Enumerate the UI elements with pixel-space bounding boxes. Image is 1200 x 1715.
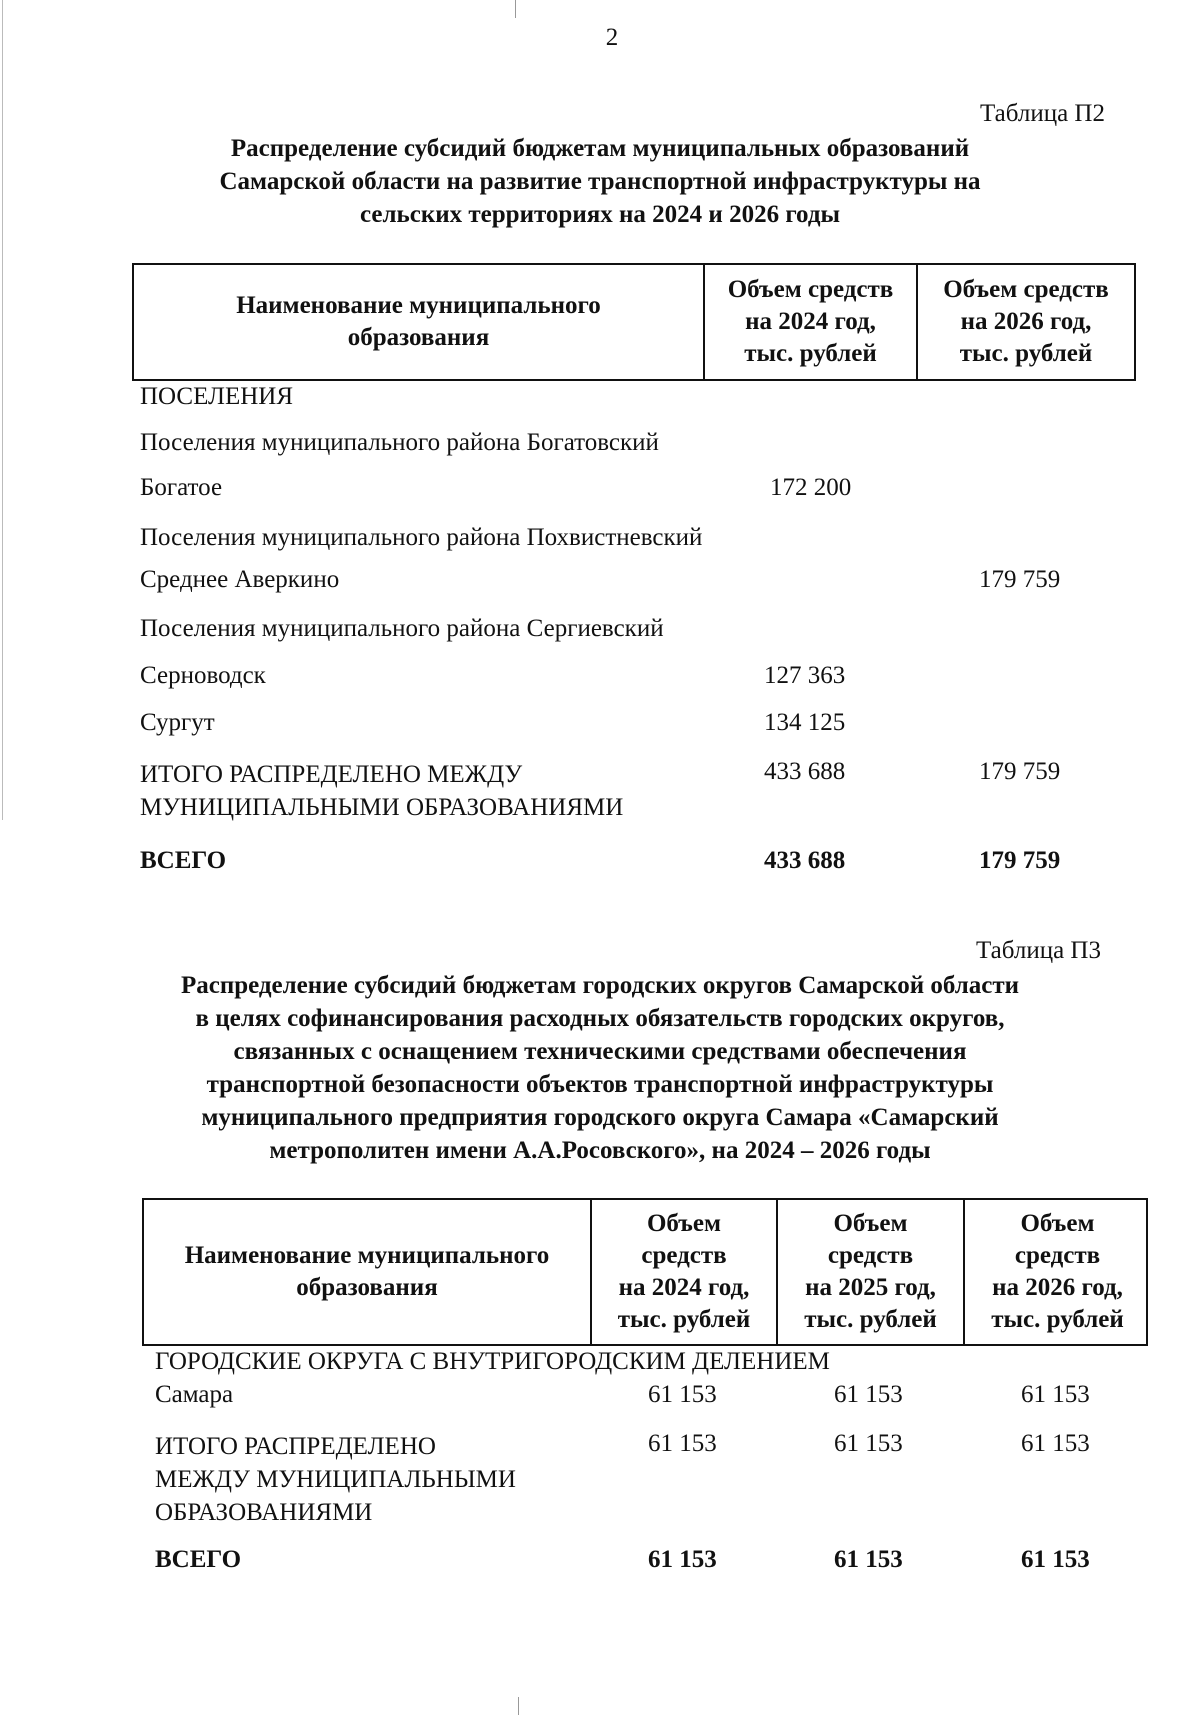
table-p3-title-line: связанных с оснащением техническими средствами обеспечения [233, 1038, 967, 1065]
header-text: на 2026 год, [960, 308, 1092, 335]
table-p2-grand-total-2024: 433 688 [764, 847, 846, 874]
table-p3-row-value-2024: 61 153 [648, 1381, 717, 1408]
table-p2-grand-total-name: ВСЕГО [140, 847, 227, 874]
table-p3-grand-total-name: ВСЕГО [155, 1546, 242, 1573]
header-text: Наименование муниципального [236, 292, 601, 319]
header-text: средств [1014, 1242, 1101, 1269]
table-p3-total-value-2024: 61 153 [648, 1430, 717, 1457]
table-p3-grand-total-2025: 61 153 [834, 1546, 903, 1573]
header-text: Объем средств [727, 276, 894, 303]
header-text: тыс. рублей [804, 1306, 937, 1333]
header-text: Наименование муниципального [184, 1242, 550, 1269]
header-text: тыс. рублей [744, 340, 877, 367]
header-text: образования [347, 324, 490, 351]
total-name-line: МУНИЦИПАЛЬНЫМИ ОБРАЗОВАНИЯМИ [140, 794, 624, 821]
table-p3-row-value-2026: 61 153 [1021, 1381, 1090, 1408]
table-p3-title-line: Распределение субсидий бюджетам городских округов Самарской области [180, 972, 1020, 999]
table-p2-total-value-2024: 433 688 [764, 758, 846, 785]
header-text: тыс. рублей [617, 1306, 751, 1333]
table-p3-section: ГОРОДСКИЕ ОКРУГА С ВНУТРИГОРОДСКИМ ДЕЛЕНИЕМ [155, 1348, 830, 1375]
table-p3-header-2026 [963, 1200, 1150, 1344]
header-text: Объем [646, 1210, 721, 1237]
total-name-line: ИТОГО РАСПРЕДЕЛЕНО [155, 1433, 436, 1460]
total-name-line: МЕЖДУ МУНИЦИПАЛЬНЫМИ [155, 1466, 516, 1493]
table-p3-label: Таблица П3 [976, 937, 1101, 964]
table-p3-title-line: в целях софинансирования расходных обязательств городских округов, [195, 1005, 1005, 1032]
table-p3-total-value-2026: 61 153 [1021, 1430, 1090, 1457]
header-text: средств [641, 1242, 727, 1269]
table-p2-header-2024 [703, 265, 916, 379]
header-text: средств [827, 1242, 914, 1269]
table-p3-title-line: муниципального предприятия городского округа Самара «Самарский [201, 1104, 999, 1131]
header-text: тыс. рублей [959, 340, 1093, 367]
table-p2-row-value-2024: 127 363 [764, 662, 846, 689]
table-p2-total-name [140, 758, 623, 824]
table-p3-grand-total-2024: 61 153 [648, 1546, 717, 1573]
table-p2-row-value-2024: 172 200 [770, 474, 852, 501]
table-p2-title-line: Самарской области на развитие транспортной инфраструктуры на [219, 168, 981, 195]
table-p2-header [132, 263, 1136, 381]
table-p2-row-name: Серноводск [140, 662, 266, 689]
table-p2-group: Поселения муниципального района Богатовский [140, 429, 659, 456]
table-p2-title-line: сельских территориях на 2024 и 2026 годы [359, 201, 840, 228]
scan-edge-left [2, 0, 3, 820]
header-text: на 2026 год, [992, 1274, 1123, 1301]
table-p3-grand-total-2026: 61 153 [1021, 1546, 1090, 1573]
table-p2-title [100, 132, 1100, 231]
table-p2-header-name [134, 265, 703, 379]
header-text: на 2025 год, [805, 1274, 936, 1301]
table-p3-header [142, 1198, 1148, 1346]
table-p2-row-name: Богатое [140, 474, 223, 501]
table-p3-total-name [155, 1430, 516, 1529]
table-p2-section: ПОСЕЛЕНИЯ [140, 383, 294, 410]
header-text: Объем [833, 1210, 908, 1237]
table-p2-header-2026 [916, 265, 1134, 379]
table-p3-title-line: метрополитен имени А.А.Росовского», на 2024 – 2026 годы [269, 1137, 931, 1164]
table-p2-total-value-2026: 179 759 [979, 758, 1061, 785]
total-name-line: ИТОГО РАСПРЕДЕЛЕНО МЕЖДУ [140, 761, 523, 788]
table-p3-title-line: транспортной безопасности объектов транспортной инфраструктуры [206, 1071, 994, 1098]
table-p3-row-value-2025: 61 153 [834, 1381, 903, 1408]
table-p3-header-name [144, 1200, 590, 1344]
header-text: на 2024 год, [618, 1274, 750, 1301]
table-p3-header-2024 [590, 1200, 776, 1344]
header-text: на 2024 год, [745, 308, 876, 335]
table-p3-total-value-2025: 61 153 [834, 1430, 903, 1457]
table-p2-row-name: Среднее Аверкино [140, 566, 340, 593]
page-number: 2 [605, 24, 619, 51]
table-p2-row-value-2024: 134 125 [764, 709, 846, 736]
table-p2-title-line: Распределение субсидий бюджетам муниципальных образований [230, 135, 970, 162]
table-p2-group: Поселения муниципального района Сергиевский [140, 615, 664, 642]
table-p2-grand-total-2026: 179 759 [979, 847, 1061, 874]
table-p2-group: Поселения муниципального района Похвистневский [140, 524, 703, 551]
table-p3-title [70, 969, 1130, 1167]
table-p2-label: Таблица П2 [980, 100, 1105, 127]
table-p2-row-name: Сургут [140, 709, 215, 736]
header-text: Объем [1020, 1210, 1095, 1237]
header-text: образования [296, 1274, 438, 1301]
header-text: Объем средств [943, 276, 1109, 303]
scan-mark-bottom [518, 1697, 519, 1715]
scan-mark-top [515, 0, 516, 18]
header-text: тыс. рублей [991, 1306, 1124, 1333]
table-p3-row-name: Самара [155, 1381, 234, 1408]
table-p3-header-2025 [776, 1200, 963, 1344]
total-name-line: ОБРАЗОВАНИЯМИ [155, 1499, 373, 1526]
table-p2-row-value-2026: 179 759 [979, 566, 1061, 593]
